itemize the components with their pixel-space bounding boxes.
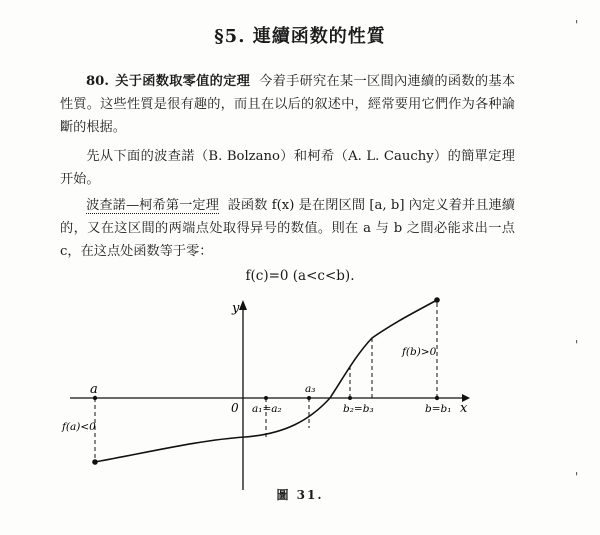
figure-caption: 圖 31.	[276, 488, 324, 502]
y-axis-arrow	[239, 300, 247, 310]
point-a1	[264, 396, 268, 400]
margin-mark: '	[575, 470, 579, 484]
label-fb: f(b)>0	[402, 346, 437, 358]
theorem-name: 波查諾—柯希第一定理	[86, 198, 219, 213]
point-b2	[348, 396, 352, 400]
label-x: x	[460, 401, 468, 416]
label-b-b1: b=b₁	[425, 403, 452, 415]
paragraph-text: 先从下面的波查諾（B. Bolzano）和柯希（A. L. Cauchy）的簡單定理开始。	[60, 149, 515, 187]
label-b2-b3: b₂=b₃	[343, 403, 374, 415]
section-title: §5. 連續函数的性質	[214, 26, 386, 47]
formula: f(c)=0 (a<c<b).	[245, 268, 355, 284]
label-a: a	[90, 382, 98, 397]
label-a3: a₃	[305, 383, 316, 395]
label-a1-a2: a₁=a₂	[252, 403, 282, 415]
paragraph-text: 今着手研究在某一区間內連續的函数的基本性質。这些性質是很有趣的，而且在以后的叙述中，經常要用它們作为各种論斷的根据。	[60, 74, 516, 135]
point-b	[435, 396, 439, 400]
point-a3	[307, 396, 311, 400]
label-fa: f(a)<0	[62, 421, 96, 433]
paragraph-number: 80.	[86, 74, 109, 89]
label-y: y	[232, 301, 240, 316]
label-origin: 0	[231, 401, 239, 415]
margin-mark: '	[575, 338, 579, 352]
paragraph-heading: 关于函数取零值的定理	[114, 74, 251, 89]
theorem-text: 設函数 f(x) 是在閉区間 [a, b] 內定义着并且連續的，又在这区間的两端点处取得异号的数值。則在 a 与 b 之間必能求出一点 c，在这点处函数等于零：	[60, 198, 515, 259]
margin-mark: '	[575, 18, 579, 32]
function-curve	[95, 300, 437, 462]
